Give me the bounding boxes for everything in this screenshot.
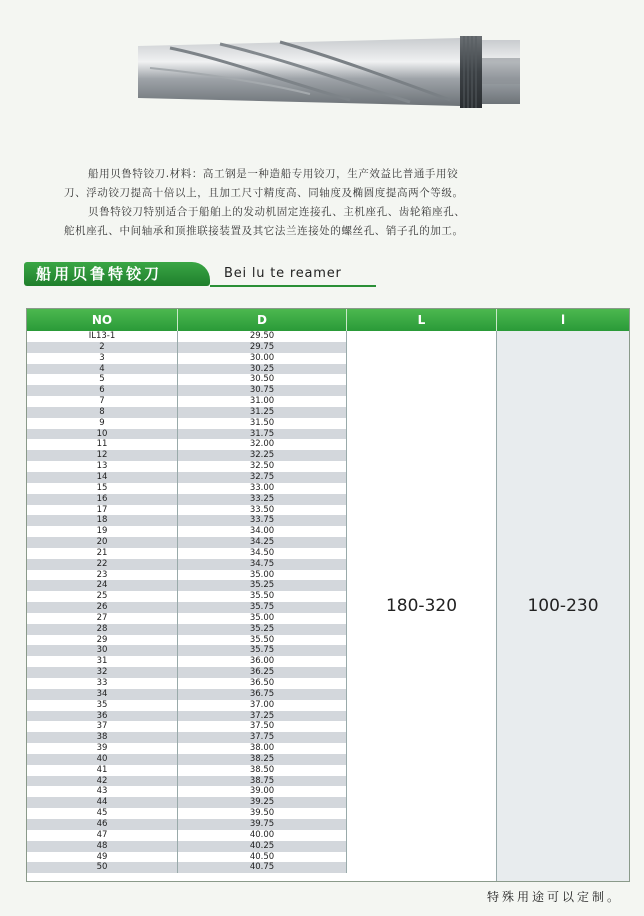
cell-no: 23 [27,570,178,581]
cell-d: 35.75 [178,645,347,656]
cell-d: 30.75 [178,385,347,396]
cell-d: 33.25 [178,494,347,505]
cell-no: 44 [27,797,178,808]
cell-d: 35.50 [178,591,347,602]
cell-d: 35.25 [178,624,347,635]
title-cn: 船用贝鲁特铰刀 [24,262,210,286]
table-row [27,613,347,624]
cell-no: 28 [27,624,178,635]
header-no: NO [27,309,178,331]
cell-d: 29.50 [178,331,347,342]
table-row [27,830,347,841]
cell-d: 33.00 [178,483,347,494]
cell-no: 19 [27,526,178,537]
cell-no: 38 [27,732,178,743]
table-row [27,776,347,787]
table-row [27,624,347,635]
table-row [27,765,347,776]
cell-d: 40.75 [178,862,347,873]
cell-d: 30.50 [178,374,347,385]
table-row [27,515,347,526]
cell-d: 35.00 [178,613,347,624]
table-row [27,841,347,852]
table-row [27,342,347,353]
cell-no: 16 [27,494,178,505]
table-row [27,483,347,494]
table-header [27,309,629,331]
cell-no: 10 [27,429,178,440]
cell-no: 50 [27,862,178,873]
cell-d: 30.25 [178,364,347,375]
table-row [27,385,347,396]
cell-no: 5 [27,374,178,385]
table-row [27,570,347,581]
cell-no: 34 [27,689,178,700]
cell-no: 17 [27,505,178,516]
table-row [27,645,347,656]
cell-no: 47 [27,830,178,841]
cell-no: 11 [27,439,178,450]
cell-no: 27 [27,613,178,624]
table-row [27,548,347,559]
cell-d: 34.00 [178,526,347,537]
cell-d: 35.75 [178,602,347,613]
cell-d: 36.00 [178,656,347,667]
title-en: Bei lu te reamer [224,266,342,281]
cell-no: 35 [27,700,178,711]
table-row [27,862,347,873]
cell-d: 37.25 [178,711,347,722]
cell-d: 40.00 [178,830,347,841]
header-d: D [178,309,347,331]
table-row [27,635,347,646]
cell-no: 45 [27,808,178,819]
table-row [27,721,347,732]
cell-no: 15 [27,483,178,494]
cell-no: 25 [27,591,178,602]
cell-no: 13 [27,461,178,472]
cell-no: 2 [27,342,178,353]
table-row [27,461,347,472]
table-row [27,450,347,461]
footer-note: 特殊用途可以定制。 [486,890,622,904]
description-line: 贝鲁特铰刀特别适合于船舶上的发动机固定连接孔、主机座孔、齿轮箱座孔、 [88,206,466,218]
table-row [27,396,347,407]
cell-no: 42 [27,776,178,787]
table-row [27,689,347,700]
table-row [27,364,347,375]
cell-d: 36.50 [178,678,347,689]
table-row [27,331,347,342]
table-row [27,700,347,711]
cell-no: 43 [27,786,178,797]
cell-no: 7 [27,396,178,407]
cell-d: 36.25 [178,667,347,678]
cell-no: 4 [27,364,178,375]
cell-d: 37.00 [178,700,347,711]
cell-d: 37.50 [178,721,347,732]
table-row [27,439,347,450]
table-row [27,407,347,418]
cell-no: 3 [27,353,178,364]
table-row [27,353,347,364]
cell-d: 38.50 [178,765,347,776]
cell-d: 31.25 [178,407,347,418]
cell-no: 9 [27,418,178,429]
header-L: L [347,309,497,331]
cell-no: 29 [27,635,178,646]
cell-d: 39.25 [178,797,347,808]
cell-d: 38.00 [178,743,347,754]
cell-d: 38.25 [178,754,347,765]
table-row [27,667,347,678]
section-title [24,262,350,288]
table-row [27,591,347,602]
cell-no: 26 [27,602,178,613]
cell-no: 18 [27,515,178,526]
cell-d: 39.75 [178,819,347,830]
cell-no: 8 [27,407,178,418]
product-description [64,165,588,241]
cell-no: 31 [27,656,178,667]
cell-d: 31.75 [178,429,347,440]
table-row [27,374,347,385]
table-row [27,678,347,689]
cell-no: 33 [27,678,178,689]
cell-no: 12 [27,450,178,461]
cell-d: 32.00 [178,439,347,450]
cell-d: 31.50 [178,418,347,429]
length-L-value: 180-320 [347,331,497,881]
cell-no: 24 [27,580,178,591]
table-row [27,602,347,613]
table-row [27,754,347,765]
table-row [27,494,347,505]
length-l-value: 100-230 [497,331,629,881]
cell-d: 36.75 [178,689,347,700]
description-line: 刀、浮动铰刀提高十倍以上，且加工尺寸精度高、同轴度及椭圆度提高两个等级。 [64,187,464,199]
cell-no: 37 [27,721,178,732]
cell-d: 40.25 [178,841,347,852]
cell-no: 49 [27,852,178,863]
cell-no: 32 [27,667,178,678]
cell-no: 48 [27,841,178,852]
cell-d: 39.50 [178,808,347,819]
cell-no: 20 [27,537,178,548]
cell-no: 30 [27,645,178,656]
table-row [27,429,347,440]
cell-d: 39.00 [178,786,347,797]
table-row [27,526,347,537]
cell-no: IL13-1 [27,331,178,342]
table-row [27,786,347,797]
cell-d: 34.50 [178,548,347,559]
cell-d: 33.75 [178,515,347,526]
table-row [27,418,347,429]
cell-no: 46 [27,819,178,830]
table-row [27,819,347,830]
title-underline [210,285,376,287]
cell-no: 39 [27,743,178,754]
table-row [27,580,347,591]
cell-no: 40 [27,754,178,765]
table-row [27,472,347,483]
table-row [27,743,347,754]
cell-d: 34.25 [178,537,347,548]
cell-d: 37.75 [178,732,347,743]
spec-table [26,308,630,882]
table-row [27,656,347,667]
cell-no: 41 [27,765,178,776]
cell-d: 32.50 [178,461,347,472]
header-l: l [560,313,566,327]
cell-d: 34.75 [178,559,347,570]
table-row [27,505,347,516]
cell-no: 22 [27,559,178,570]
cell-d: 29.75 [178,342,347,353]
table-row [27,711,347,722]
cell-no: 6 [27,385,178,396]
table-row [27,537,347,548]
cell-d: 40.50 [178,852,347,863]
table-row [27,808,347,819]
cell-d: 35.00 [178,570,347,581]
cell-d: 32.25 [178,450,347,461]
cell-d: 30.00 [178,353,347,364]
cell-d: 35.25 [178,580,347,591]
table-rows [27,331,347,873]
table-row [27,797,347,808]
table-row [27,732,347,743]
cell-d: 32.75 [178,472,347,483]
reamer-photo [130,28,530,118]
cell-no: 36 [27,711,178,722]
description-line: 船用贝鲁特铰刀.材料：高工钢是一种造船专用铰刀，生产效益比普通手用铰 [88,168,459,180]
cell-no: 21 [27,548,178,559]
table-row [27,852,347,863]
description-line: 舵机座孔、中间轴承和顶推联接装置及其它法兰连接处的螺丝孔、销子孔的加工。 [64,225,464,237]
cell-d: 35.50 [178,635,347,646]
table-row [27,559,347,570]
cell-no: 14 [27,472,178,483]
cell-d: 31.00 [178,396,347,407]
cell-d: 38.75 [178,776,347,787]
cell-d: 33.50 [178,505,347,516]
